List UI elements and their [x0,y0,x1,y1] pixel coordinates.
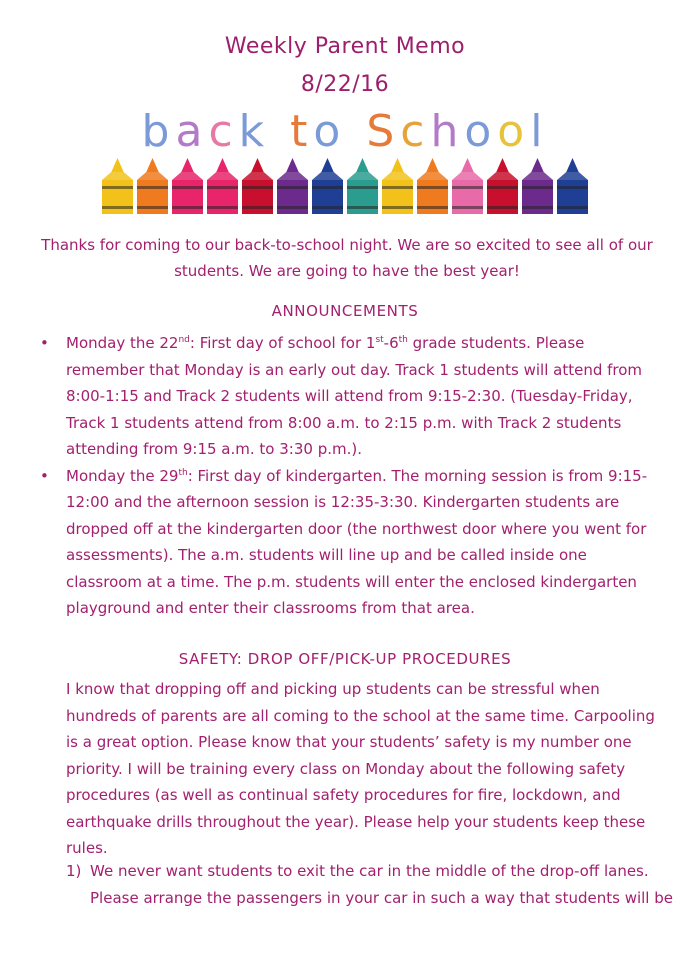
crayon [137,158,168,214]
safety-heading: SAFETY: DROP OFF/PICK-UP PROCEDURES [178,650,512,668]
crayon [487,158,518,214]
announcement-item: • Monday the 22nd: First day of school for 1st-6th grade students. Please remember that Monday is an early out day. Track 1 students will attend from 8:00-1:15 and Track 2 students will attend from 9:15-2:30. (Tuesday-Friday, Track 1 students attend from 8:00 a.m. to 2:15 p.m. with Track 2 students attending from 9:15 a.m. to 3:30 p.m.). [32,330,658,463]
crayon [102,158,133,214]
crayon [557,158,588,214]
crayon [452,158,483,214]
crayon [172,158,203,214]
bullet-dot: • [40,466,49,485]
safety-rule-item [66,858,676,911]
crayon [277,158,308,214]
crayon [417,158,448,214]
safety-paragraph: I know that dropping off and picking up students can be stressful when hundreds of parents are all coming to the school at the same time. Carpooling is a great option. Please know that your students’ safety is my number one priority. I will be training every class on Monday about the following safety procedures (as well as continual safety procedures for fire, lockdown, and earthquake drills throughout the year). Please help your students keep these rules. [66,680,655,857]
crayon [522,158,553,214]
crayon [207,158,238,214]
rule-text: We never want students to exit the car in the middle of the drop-off lanes. Please arrange the passengers in your car in such a way that students will be [90,862,673,907]
crayon [347,158,378,214]
back-to-school-lettering [110,106,580,158]
rule-number: 1) [66,862,82,880]
announcement-item: • Monday the 29th: First day of kindergarten. The morning session is from 9:15-12:00 and the afternoon session is 12:35-3:30. Kindergarten students are dropped off at the kindergarten door (the northwest door where you went for assessments). The a.m. students will line up and be called inside one classroom at a time. The p.m. students will enter the enclosed kindergarten playground and enter their classrooms from that area. [32,463,658,622]
announcements-heading: ANNOUNCEMENTS [271,302,419,320]
announcements-list [32,330,658,622]
crayon [312,158,343,214]
memo-date: 8/22/16 [300,72,390,97]
intro-paragraph: Thanks for coming to our back-to-school night. We are so excited to see all of our students. We are going to have the best year! [41,236,653,280]
crayon-row-illustration [100,156,590,214]
crayon [382,158,413,214]
bullet-dot: • [40,334,49,352]
memo-title: Weekly Parent Memo [224,34,466,59]
crayon [242,158,273,214]
svg-text:back to School: back to School [141,106,549,157]
